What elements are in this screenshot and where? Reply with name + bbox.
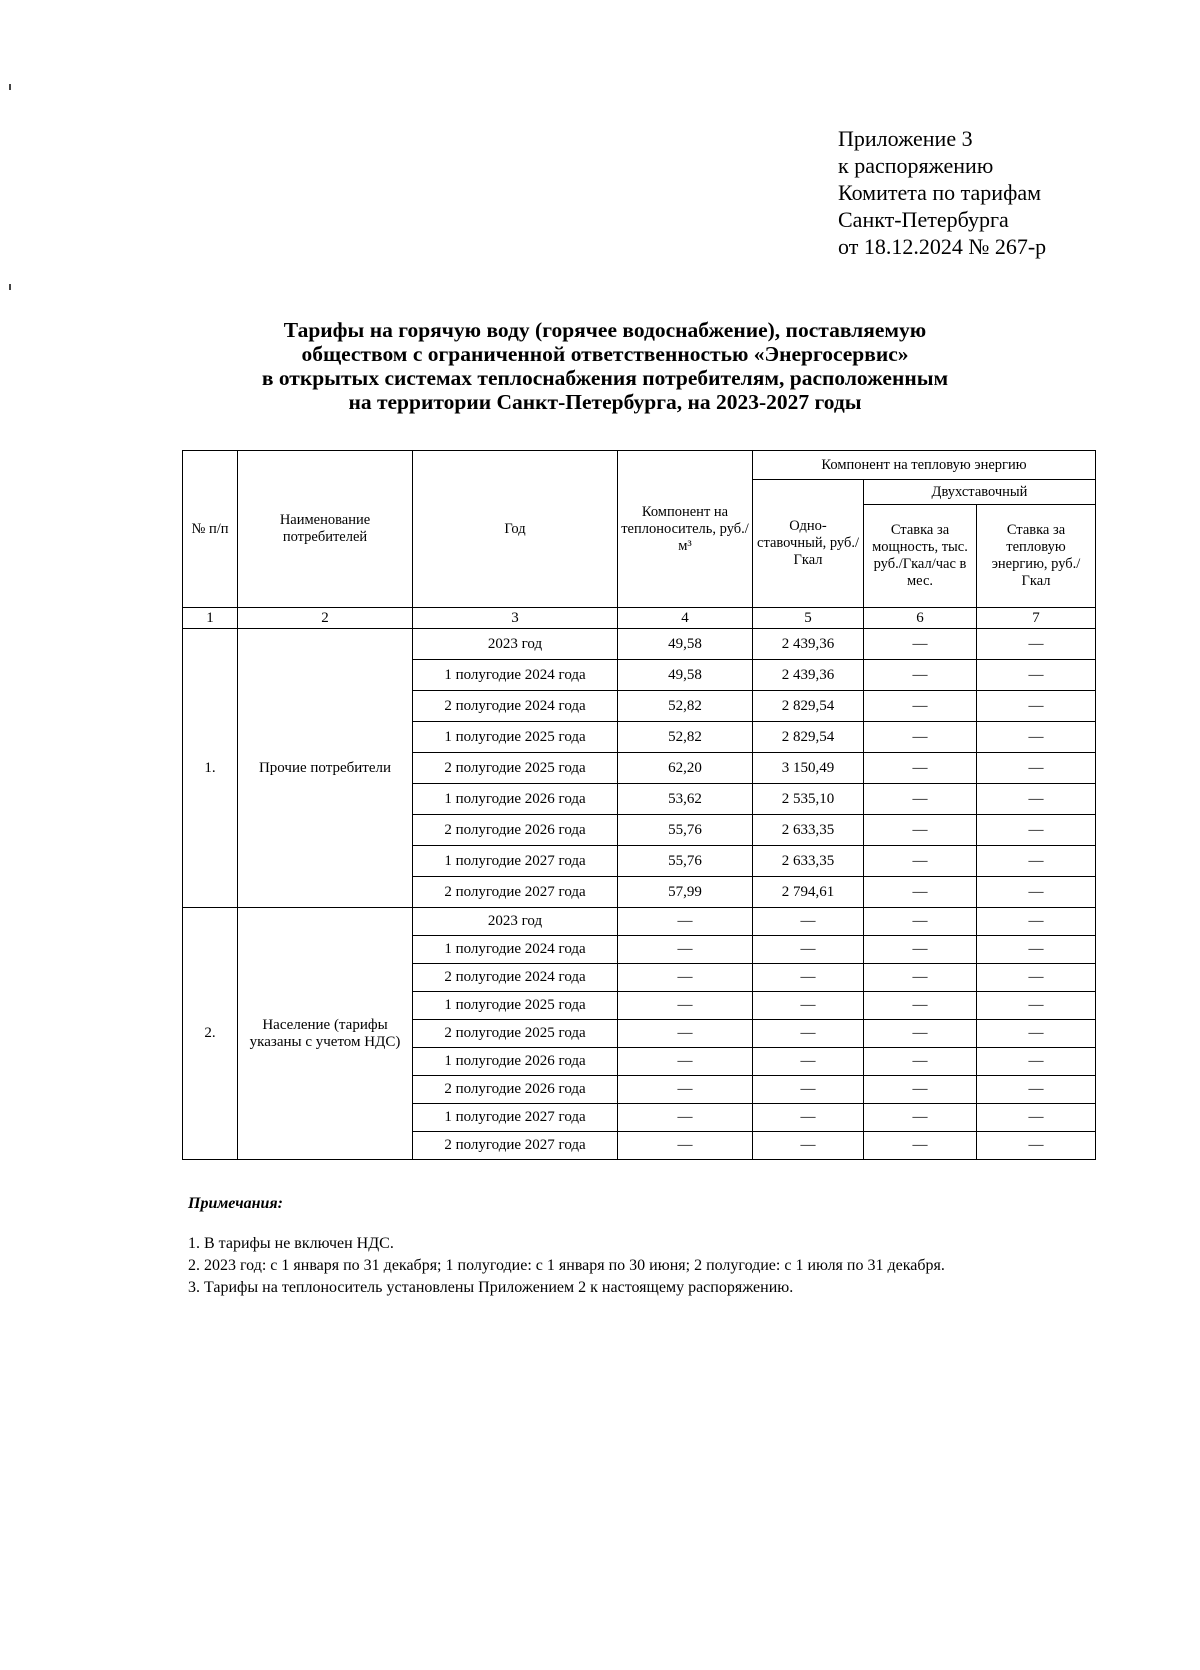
period-cell: 2 полугодие 2025 года <box>413 1020 618 1048</box>
notes-title: Примечания: <box>188 1195 283 1212</box>
header-year: Год <box>413 451 618 608</box>
capacity-cell: — <box>864 964 977 992</box>
notes-section <box>188 1195 1093 1299</box>
one-rate-cell: 2 439,36 <box>753 660 864 691</box>
one-rate-cell: 2 829,54 <box>753 722 864 753</box>
period-cell: 2 полугодие 2025 года <box>413 753 618 784</box>
title-line: обществом с ограниченной ответственностью «Энергосервис» <box>301 342 909 366</box>
one-rate-cell: 2 439,36 <box>753 629 864 660</box>
carrier-cell: — <box>618 1048 753 1076</box>
capacity-cell: — <box>864 1076 977 1104</box>
energy-cell: — <box>977 1132 1096 1160</box>
energy-cell: — <box>977 877 1096 908</box>
capacity-cell: — <box>864 660 977 691</box>
one-rate-cell: 3 150,49 <box>753 753 864 784</box>
capacity-cell: — <box>864 629 977 660</box>
energy-cell: — <box>977 992 1096 1020</box>
period-cell: 1 полугодие 2024 года <box>413 660 618 691</box>
energy-cell: — <box>977 722 1096 753</box>
period-cell: 1 полугодие 2027 года <box>413 1104 618 1132</box>
column-number-cell: 5 <box>753 608 864 629</box>
period-cell: 1 полугодие 2025 года <box>413 992 618 1020</box>
column-number-cell: 6 <box>864 608 977 629</box>
energy-cell: — <box>977 691 1096 722</box>
one-rate-cell: 2 829,54 <box>753 691 864 722</box>
energy-cell: — <box>977 660 1096 691</box>
energy-cell: — <box>977 1020 1096 1048</box>
one-rate-cell: — <box>753 1132 864 1160</box>
capacity-cell: — <box>864 1020 977 1048</box>
energy-cell: — <box>977 753 1096 784</box>
carrier-cell: — <box>618 1132 753 1160</box>
title-line: Тарифы на горячую воду (горячее водоснабжение), поставляемую <box>283 318 927 342</box>
capacity-cell: — <box>864 846 977 877</box>
title-line: на территории Санкт-Петербурга, на 2023-2027 годы <box>348 390 862 414</box>
capacity-cell: — <box>864 753 977 784</box>
table-row <box>183 629 1096 660</box>
capacity-cell: — <box>864 722 977 753</box>
capacity-cell: — <box>864 815 977 846</box>
energy-cell: — <box>977 964 1096 992</box>
carrier-cell: 49,58 <box>618 629 753 660</box>
one-rate-cell: — <box>753 908 864 936</box>
note-item: 1. В тарифы не включен НДС. <box>188 1235 394 1252</box>
one-rate-cell: — <box>753 936 864 964</box>
carrier-cell: — <box>618 1104 753 1132</box>
one-rate-cell: — <box>753 964 864 992</box>
period-cell: 2 полугодие 2026 года <box>413 815 618 846</box>
period-cell: 2 полугодие 2027 года <box>413 877 618 908</box>
capacity-cell: — <box>864 1048 977 1076</box>
note-item: 3. Тарифы на теплоноситель установлены Приложением 2 к настоящему распоряжению. <box>188 1279 794 1296</box>
capacity-cell: — <box>864 691 977 722</box>
carrier-cell: — <box>618 1020 753 1048</box>
capacity-cell: — <box>864 1104 977 1132</box>
energy-cell: — <box>977 1076 1096 1104</box>
header-carrier: Компонент на теплоноситель, руб./м³ <box>618 451 753 608</box>
energy-cell: — <box>977 629 1096 660</box>
column-number-cell: 7 <box>977 608 1096 629</box>
header-energy-group: Компонент на тепловую энергию <box>753 451 1096 480</box>
period-cell: 1 полугодие 2024 года <box>413 936 618 964</box>
period-cell: 2 полугодие 2026 года <box>413 1076 618 1104</box>
energy-cell: — <box>977 908 1096 936</box>
row-number-cell: 2. <box>183 908 238 1160</box>
carrier-cell: — <box>618 936 753 964</box>
energy-cell: — <box>977 815 1096 846</box>
capacity-cell: — <box>864 1132 977 1160</box>
one-rate-cell: — <box>753 1020 864 1048</box>
one-rate-cell: — <box>753 1104 864 1132</box>
carrier-cell: 49,58 <box>618 660 753 691</box>
tariff-table <box>182 450 1096 1160</box>
header-num: № п/п <box>183 451 238 608</box>
period-cell: 1 полугодие 2027 года <box>413 846 618 877</box>
carrier-cell: 52,82 <box>618 722 753 753</box>
energy-cell: — <box>977 936 1096 964</box>
one-rate-cell: — <box>753 1076 864 1104</box>
carrier-cell: 55,76 <box>618 815 753 846</box>
period-cell: 1 полугодие 2026 года <box>413 1048 618 1076</box>
column-number-cell: 1 <box>183 608 238 629</box>
appendix-line: Санкт-Петербурга <box>838 207 1009 232</box>
one-rate-cell: — <box>753 1048 864 1076</box>
appendix-line: Приложение 3 <box>838 126 973 151</box>
consumer-cell: Прочие потребители <box>238 629 413 908</box>
consumer-cell: Население (тарифы указаны с учетом НДС) <box>238 908 413 1160</box>
capacity-cell: — <box>864 908 977 936</box>
period-cell: 2 полугодие 2024 года <box>413 964 618 992</box>
column-numbers-row <box>183 608 1096 629</box>
carrier-cell: 55,76 <box>618 846 753 877</box>
header-energy-rate: Ставка за тепловую энергию, руб./Гкал <box>977 505 1096 608</box>
scan-mark-top <box>9 84 11 90</box>
one-rate-cell: 2 633,35 <box>753 846 864 877</box>
appendix-block <box>838 125 1046 260</box>
one-rate-cell: 2 794,61 <box>753 877 864 908</box>
header-one-rate: Одно-ставочный, руб./Гкал <box>753 480 864 608</box>
period-cell: 2023 год <box>413 908 618 936</box>
header-capacity-rate: Ставка за мощность, тыс. руб./Гкал/час в мес. <box>864 505 977 608</box>
capacity-cell: — <box>864 877 977 908</box>
carrier-cell: 53,62 <box>618 784 753 815</box>
one-rate-cell: — <box>753 992 864 1020</box>
carrier-cell: — <box>618 908 753 936</box>
appendix-line: к распоряжению <box>838 153 994 178</box>
header-consumer: Наименование потребителей <box>238 451 413 608</box>
period-cell: 2 полугодие 2027 года <box>413 1132 618 1160</box>
appendix-line: от 18.12.2024 № 267-р <box>838 234 1047 259</box>
scan-mark-middle <box>9 284 11 290</box>
table-body <box>183 629 1096 1160</box>
capacity-cell: — <box>864 992 977 1020</box>
carrier-cell: 52,82 <box>618 691 753 722</box>
period-cell: 2023 год <box>413 629 618 660</box>
header-two-rate-group: Двухставочный <box>864 480 1096 505</box>
note-item: 2. 2023 год: с 1 января по 31 декабря; 1 полугодие: с 1 января по 30 июня; 2 полугодие: с 1 июля по 31 декабря. <box>188 1257 945 1274</box>
title-line: в открытых системах теплоснабжения потребителям, расположенным <box>261 366 949 390</box>
one-rate-cell: 2 535,10 <box>753 784 864 815</box>
table-row <box>183 908 1096 936</box>
energy-cell: — <box>977 784 1096 815</box>
capacity-cell: — <box>864 936 977 964</box>
energy-cell: — <box>977 1104 1096 1132</box>
carrier-cell: — <box>618 1076 753 1104</box>
period-cell: 2 полугодие 2024 года <box>413 691 618 722</box>
period-cell: 1 полугодие 2025 года <box>413 722 618 753</box>
energy-cell: — <box>977 846 1096 877</box>
carrier-cell: — <box>618 992 753 1020</box>
row-number-cell: 1. <box>183 629 238 908</box>
column-number-cell: 4 <box>618 608 753 629</box>
capacity-cell: — <box>864 784 977 815</box>
one-rate-cell: 2 633,35 <box>753 815 864 846</box>
appendix-line: Комитета по тарифам <box>838 180 1042 205</box>
column-number-cell: 2 <box>238 608 413 629</box>
carrier-cell: — <box>618 964 753 992</box>
carrier-cell: 57,99 <box>618 877 753 908</box>
period-cell: 1 полугодие 2026 года <box>413 784 618 815</box>
column-number-cell: 3 <box>413 608 618 629</box>
document-title <box>170 318 1040 414</box>
energy-cell: — <box>977 1048 1096 1076</box>
carrier-cell: 62,20 <box>618 753 753 784</box>
